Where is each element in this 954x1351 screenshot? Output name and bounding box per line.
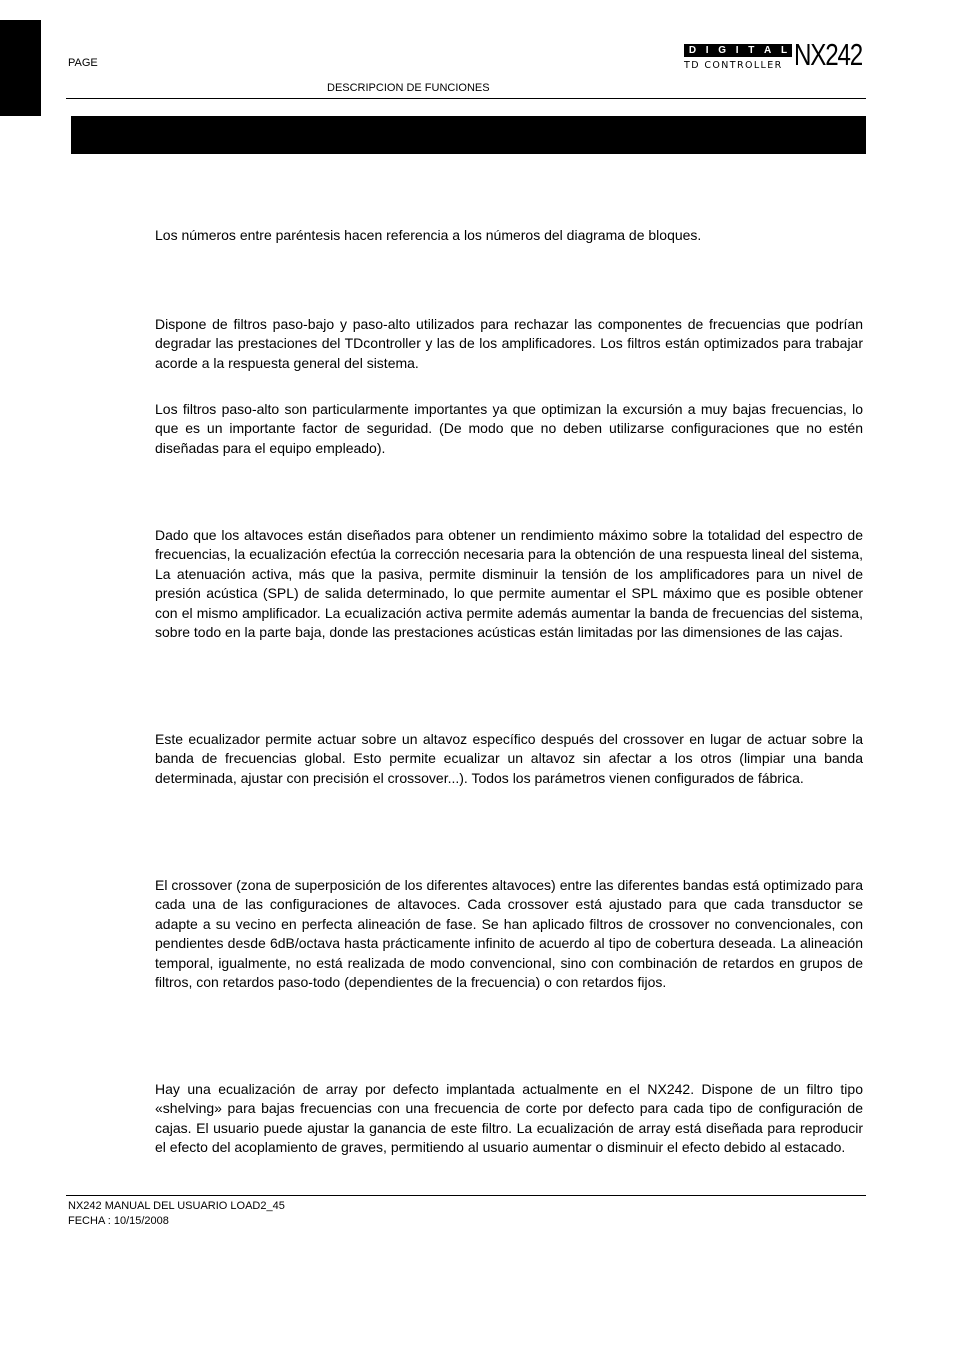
- logo-letter: T: [748, 44, 755, 56]
- logo-letter: L: [780, 44, 788, 56]
- logo-letter: A: [764, 44, 772, 56]
- footer-divider: [66, 1195, 866, 1196]
- logo-letter: D: [688, 44, 697, 56]
- logo-letter: I: [705, 44, 709, 56]
- chapter-tab: [0, 20, 41, 116]
- nx242-logo: [684, 37, 868, 72]
- paragraph-highpass: Los filtros paso-alto son particularmente importantes ya que optimizan la excursión a muy bajas frecuencias, lo que es un importante factor de seguridad. (De modo que no deben utilizarse configuraciones que no estén diseñadas para el equipo empleado).: [155, 401, 863, 456]
- footer-date: FECHA : 10/15/2008: [68, 1215, 169, 1227]
- paragraph-intro: Los números entre paréntesis hacen referencia a los números del diagrama de bloques.: [155, 227, 702, 243]
- logo-model: NX242: [794, 37, 863, 72]
- logo-digital-box: [684, 44, 792, 57]
- paragraph-filters: Dispone de filtros paso-bajo y paso-alto utilizados para rechazar las componentes de frecuencias que podrían degradar las prestaciones del TDcontroller y las de los amplificadores. Los filtros están optimizados para trabajar acorde a la respuesta general del sistema.: [155, 316, 863, 371]
- paragraph-array-eq: Hay una ecualización de array por defecto implantada actualmente en el NX242. Dispone de un filtro tipo «shelving» para bajas frecuencias con una frecuencia de corte por defecto para cada tipo de configuración de cajas. El usuario puede ajustar la ganancia de este filtro. La ecualización de array está diseñada para reproducir el efecto del acoplamiento de graves, permitiendo al usuario aumentar o disminuir el efecto debido al estacado.: [155, 1081, 863, 1156]
- logo-subtitle: TD CONTROLLER: [684, 60, 783, 71]
- paragraph-speaker-eq: Este ecualizador permite actuar sobre un altavoz específico después del crossover en lugar de actuar sobre la banda de frecuencias global. Esto permite ecualizar un altavoz sin afectar a los otros (limpiar una banda determinada, ajustar con precisión el crossover...). Todos los parámetros vienen configurados de fábrica.: [155, 731, 863, 786]
- header-divider: [66, 98, 866, 99]
- title-bar: [71, 116, 866, 154]
- paragraph-equalization: Dado que los altavoces están diseñados para obtener un rendimiento máximo sobre la totalidad del espectro de frecuencias, la ecualización efectúa la corrección necesaria para la obtención de una respuesta lineal del sistema, La atenuación activa, más que la pasiva, permite disminuir la tensión de los amplificadores para un nivel de presión acústica (SPL) de salida determinado, lo que permite aumentar el SPL máximo que es posible obtener con el mismo amplificador. La ecualización activa permite además aumentar la banda de frecuencias del sistema, sobre todo en la parte baja, donde las prestaciones acústicas están limitadas por las dimensiones de las cajas.: [155, 527, 863, 641]
- logo-letter: I: [735, 44, 739, 56]
- paragraph-crossover: El crossover (zona de superposición de los diferentes altavoces) entre las diferentes bandas está optimizado para cada una de las configuraciones de altavoces. Cada crossover está ajustado para que cada transductor se adapte a su vecino en perfecta alineación de fase. Se han aplicado filtros de crossover no convencionales, con pendientes desde 6dB/octava hasta prácticamente infinito de acuerdo al tipo de cobertura deseada. La alineación temporal, igualmente, no está realizada de modo convencional, sino con combinación de retardos en grupos de filtros, con retardos paso-todo (dependientes de la frecuencia) o con retardos fijos.: [155, 877, 863, 991]
- section-title: DESCRIPCION DE FUNCIONES: [327, 82, 490, 94]
- logo-letter: G: [718, 44, 727, 56]
- page-label: PAGE: [68, 57, 98, 69]
- footer-manual: NX242 MANUAL DEL USUARIO LOAD2_45: [68, 1200, 285, 1212]
